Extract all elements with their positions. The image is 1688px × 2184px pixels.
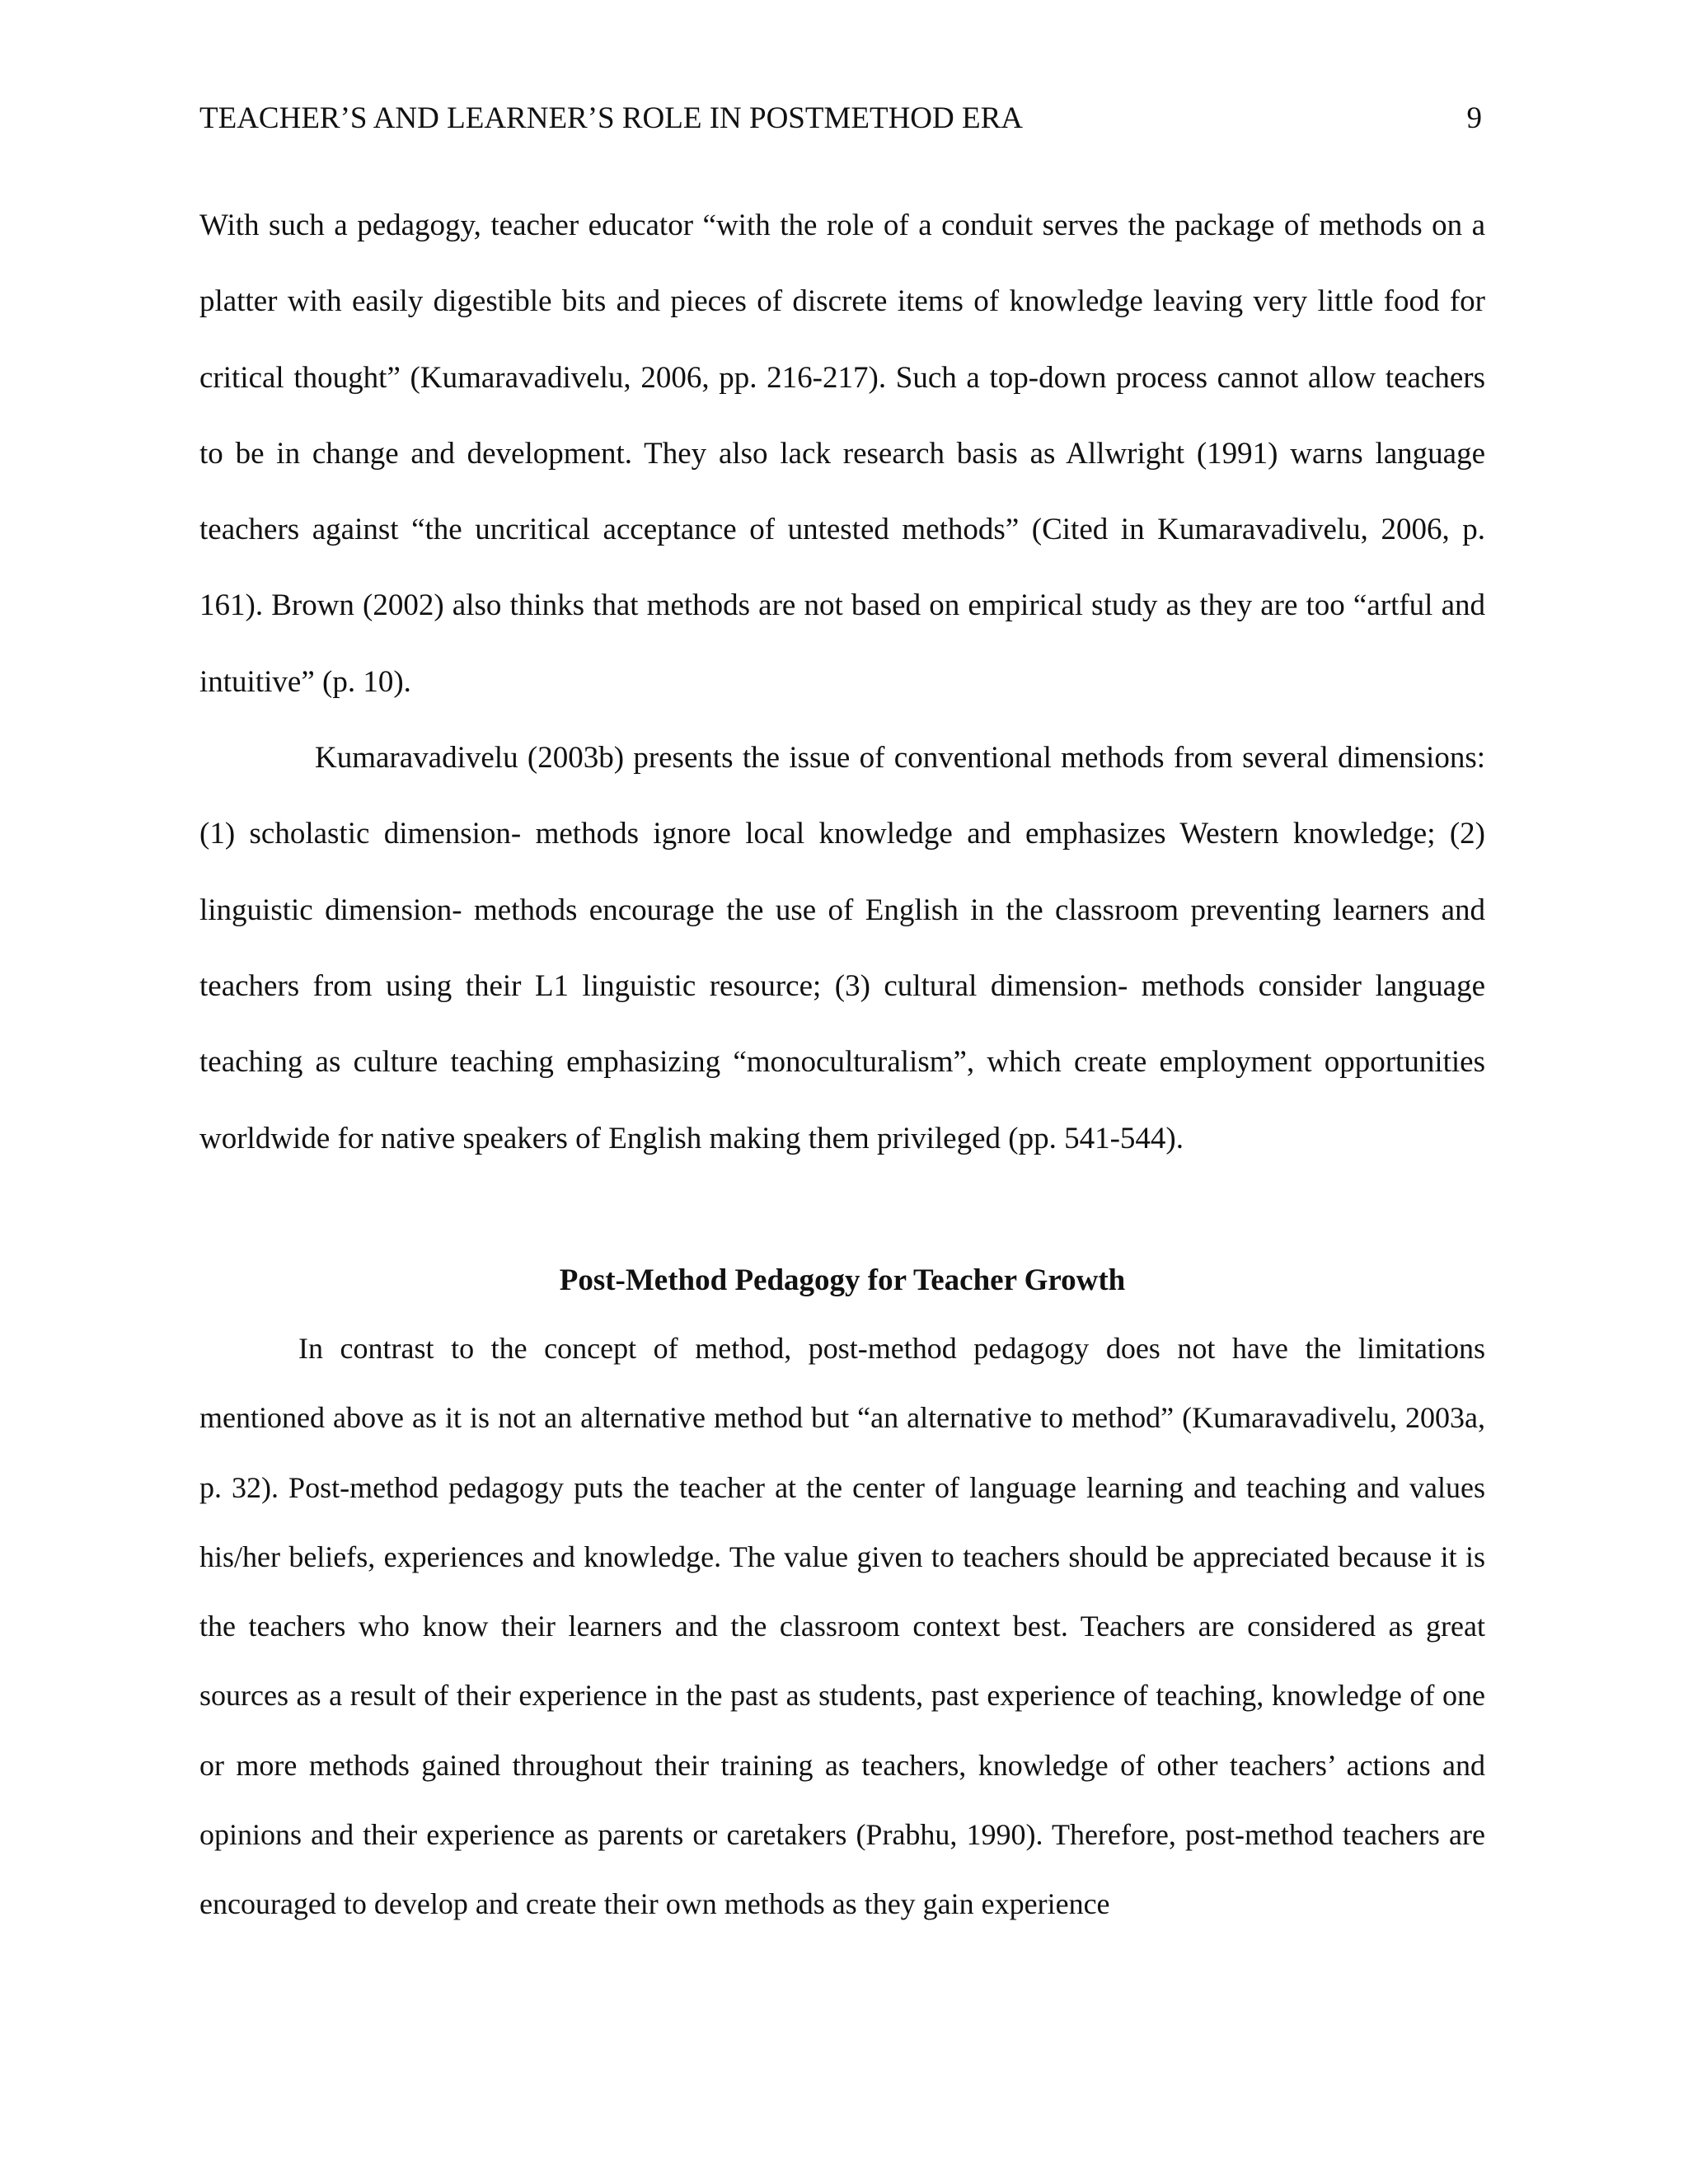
body-section-postmethod (199, 1314, 1485, 1939)
paragraph-2: Kumaravadivelu (2003b) presents the issue of conventional methods from several dimensions: (1) scholastic dimension- methods ignore local knowledge and emphasizes Western knowledge; (2) linguistic dimension- methods encourage the use of English in the classroom preventing learners and teachers from using their L1 linguistic resource; (3) cultural dimension- methods consider language teaching as culture teaching emphasizing “monoculturalism”, which create employment opportunities worldwide for native speakers of English making them privileged (pp. 541-544). (199, 741, 1485, 1155)
body-section-intro (199, 188, 1485, 1177)
page-number: 9 (1466, 101, 1482, 135)
section-heading: Post-Method Pedagogy for Teacher Growth (559, 1263, 1126, 1297)
running-head (199, 97, 1482, 140)
paragraph-1: With such a pedagogy, teacher educator “with the role of a conduit serves the package of methods on a platter with easily digestible bits and pieces of discrete items of knowledge leaving very little food for critical thought” (Kumaravadivelu, 2006, pp. 216-217). Such a top-down process cannot allow teachers to be in change and development. They also lack research basis as Allwright (1991) warns language teachers against “the uncritical acceptance of untested methods” (Cited in Kumaravadivelu, 2006, p. 161). Brown (2002) also thinks that methods are not based on empirical study as they are too “artful and intuitive” (p. 10). (199, 209, 1485, 699)
paragraph-3: In contrast to the concept of method, post-method pedagogy does not have the limitations mentioned above as it is not an alternative method but “an alternative to method” (Kumaravadivelu, 2003a, p. 32). Post-method pedagogy puts the teacher at the center of language learning and teaching and values his/her beliefs, experiences and knowledge. The value given to teachers should be appreciated because it is the teachers who know their learners and the classroom context best. Teachers are considered as great sources as a result of their experience in the past as students, past experience of teaching, knowledge of one or more methods gained throughout their training as teachers, knowledge of other teachers’ actions and opinions and their experience as parents or caretakers (Prabhu, 1990). Therefore, post-method teachers are encouraged to develop and create their own methods as they gain experience (199, 1332, 1485, 1921)
running-head-title: TEACHER’S AND LEARNER’S ROLE IN POSTMETHOD ERA (199, 101, 1023, 135)
